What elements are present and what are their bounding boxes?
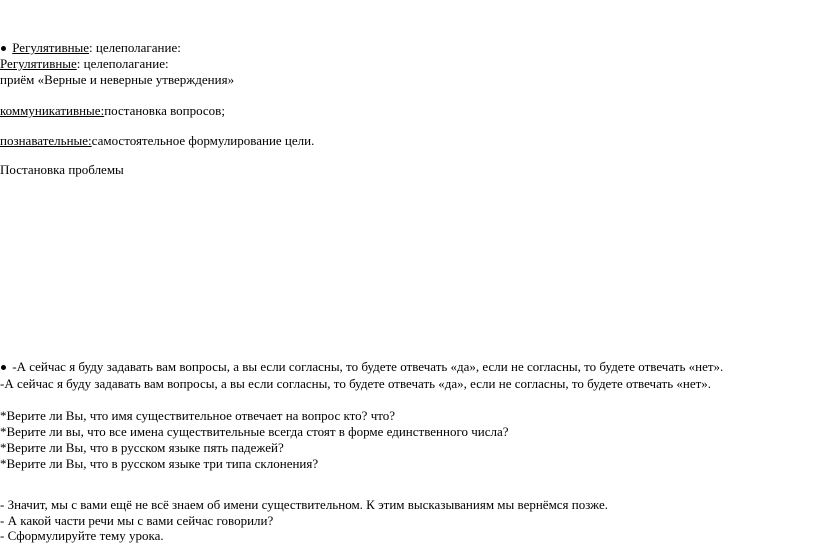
technique-text: приём «Верные и неверные утверждения» [0,72,235,87]
line-intro [0,376,711,392]
closing-text: - Сформулируйте тему урока. [0,528,164,543]
regulative-label: Регулятивные [0,56,77,71]
closing-line [0,513,273,529]
closing-text: - Значит, мы с вами ещё не всё знаем об имени существительном. К этим высказываниям мы вернёмся позже. [0,497,608,512]
question-item [0,440,284,456]
question-text: *Верите ли Вы, что в русском языке три типа склонения? [0,456,319,471]
bullet-icon [1,365,6,370]
line-problem [0,162,124,178]
regulative-text: : целеполагание: [89,40,181,55]
line-regulative [0,56,169,72]
closing-line [0,497,608,513]
bullet-icon [1,46,6,51]
regulative-label: Регулятивные [12,40,90,55]
line-technique [0,72,234,88]
intro-text: -А сейчас я буду задавать вам вопросы, а вы если согласны, то будете отвечать «да», если не согласны, то будете отвечать «нет». [9,359,724,374]
question-item [0,408,395,424]
problem-heading: Постановка проблемы [0,162,124,177]
closing-line [0,528,164,544]
question-text: *Верите ли вы, что все имена существительные всегда стоят в форме единственного числа? [0,424,509,439]
question-item [0,456,318,472]
communicative-text: постановка вопросов; [104,103,225,118]
bullet-line-intro [0,359,723,375]
closing-text: - А какой части речи мы с вами сейчас говорили? [0,513,274,528]
cognitive-text: самостоятельное формулирование цели. [91,133,315,148]
question-item [0,424,509,440]
regulative-text: : целеполагание: [76,56,169,71]
bullet-line-regulative [0,40,181,56]
line-communicative [0,103,225,119]
question-text: *Верите ли Вы, что в русском языке пять падежей? [0,440,284,455]
communicative-label: коммуникативные: [0,103,105,118]
question-text: *Верите ли Вы, что имя существительное отвечает на вопрос кто? что? [0,408,396,423]
cognitive-label: познавательные: [0,133,92,148]
line-cognitive [0,133,314,149]
intro-text: -А сейчас я буду задавать вам вопросы, а вы если согласны, то будете отвечать «да», если не согласны, то будете отвечать «нет». [0,376,712,391]
